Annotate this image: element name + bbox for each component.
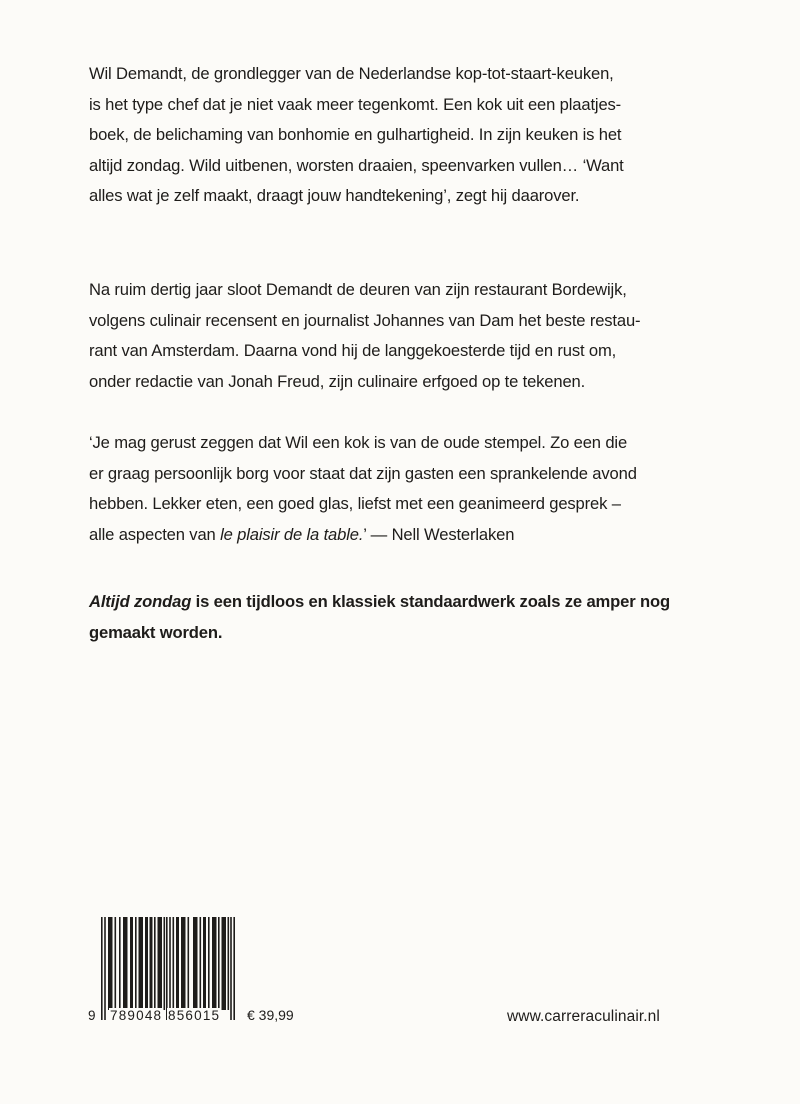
text-line: Wil Demandt, de grondlegger van de Nederlandse kop-tot-staart-keuken,	[89, 64, 614, 83]
italic-phrase: le plaisir de la table.	[220, 524, 364, 544]
blurb-paragraph-intro	[89, 59, 729, 212]
text-line: onder redactie van Jonah Freud, zijn culinaire erfgoed op te tekenen.	[89, 371, 586, 391]
text-line: Na ruim dertig jaar sloot Demandt de deuren van zijn restaurant Bordewijk,	[89, 280, 627, 299]
text-line: hebben. Lekker eten, een goed glas, liefst met een geanimeerd gesprek –	[89, 494, 621, 514]
quote-attribution: ’ — Nell Westerlaken	[363, 524, 515, 544]
isbn-right-digits: 856015	[168, 1008, 221, 1023]
text-line: gemaakt worden.	[89, 622, 223, 642]
text-line: rant van Amsterdam. Daarna vond hij de langgekoesterde tijd en rust om,	[89, 341, 617, 361]
text-line: alles wat je zelf maakt, draagt jouw handtekening’, zegt hij daarover.	[89, 186, 580, 206]
isbn-lead-digit: 9	[88, 1008, 97, 1023]
publisher-website: www.carreraculinair.nl	[507, 1008, 660, 1025]
text-line: er graag persoonlijk borg voor staat dat zijn gasten een sprankelende avond	[89, 463, 637, 483]
blurb-paragraph-quote	[89, 428, 729, 550]
text-line: boek, de belichaming van bonhomie en gulhartigheid. In zijn keuken is het	[89, 125, 622, 145]
text-segment: alle aspecten van	[89, 524, 221, 544]
text-line: ‘Je mag gerust zeggen dat Wil een kok is van de oude stempel. Zo een die	[89, 433, 628, 452]
blurb-paragraph-closing	[89, 587, 729, 648]
isbn-left-digits: 789048	[110, 1008, 163, 1023]
book-title: Altijd zondag	[89, 592, 192, 611]
price-label: € 39,99	[247, 1007, 294, 1023]
quote-attribution-line	[89, 520, 729, 551]
isbn-barcode-block	[85, 915, 325, 1035]
text-line: altijd zondag. Wild uitbenen, worsten draaien, speenvarken vullen… ‘Want	[89, 155, 624, 175]
text-line: is het type chef dat je niet vaak meer tegenkomt. Een kok uit een plaatjes-	[89, 94, 622, 114]
text-line: volgens culinair recensent en journalist Johannes van Dam het beste restau-	[89, 310, 641, 330]
text-segment: is een tijdloos en klassiek standaardwerk zoals ze amper nog	[191, 592, 670, 611]
text-line	[89, 587, 729, 618]
barcode-icon	[101, 917, 235, 1020]
blurb-paragraph-history	[89, 275, 729, 397]
